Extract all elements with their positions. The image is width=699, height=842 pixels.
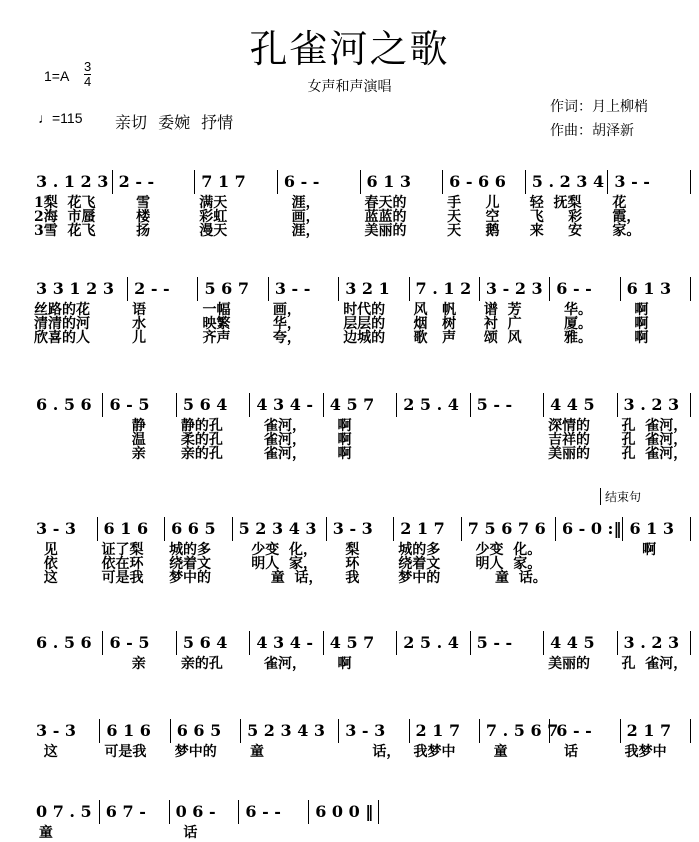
measure-notes: 6 7 -	[105, 802, 146, 821]
measure-notes: 3 3 1 2 3	[36, 279, 114, 298]
measure-lyrics: 手 儿 天 空 天 鹅	[447, 195, 500, 239]
measure-lyrics: 丝路的花 清清的河 欣喜的人	[34, 302, 90, 346]
measure-lyrics: 满天 彩虹 漫天	[199, 195, 228, 239]
staff-row	[30, 170, 691, 239]
measure-notes: 3 - 3	[36, 519, 77, 538]
ending-label: 结束句	[600, 488, 641, 505]
measure-lyrics: 话	[554, 744, 579, 760]
measure-lyrics: 梨 环 我	[345, 542, 360, 586]
measure	[339, 277, 409, 346]
measure-notes: 2 5 . 4	[403, 633, 459, 652]
measure-notes: 6 6 5	[171, 519, 216, 538]
measure-notes: 5 - -	[476, 395, 513, 414]
measure	[480, 719, 559, 760]
measure	[556, 517, 624, 541]
measure-lyrics: 美丽的	[548, 656, 591, 672]
measure-lyrics: 啊 啊 啊	[634, 302, 649, 346]
measure-notes: 3 - 3	[345, 721, 386, 740]
measure-lyrics: 童	[245, 744, 264, 760]
measure	[526, 170, 609, 239]
measure	[198, 277, 268, 346]
measure-notes: 2 1 7	[626, 721, 672, 740]
measure	[177, 631, 250, 672]
staff-row	[30, 719, 691, 760]
measure-lyrics: 雀河，	[254, 656, 307, 672]
tempo-mark: ♩=115	[38, 110, 83, 126]
measure-notes: 4 4 5	[550, 633, 595, 652]
measure	[128, 277, 198, 346]
measure-lyrics: 春天的 蓝蓝的 美丽的	[364, 195, 407, 239]
measure	[30, 719, 100, 760]
measure	[397, 631, 470, 655]
measure-lyrics: 城的多 绕着文 梦中的	[398, 542, 441, 586]
measure-notes: 5 6 7	[204, 279, 250, 298]
measure-lyrics: 孔 雀河，	[621, 656, 688, 672]
measure-lyrics: 话	[173, 825, 198, 841]
measure-lyrics: 可是我	[104, 744, 147, 760]
measure-lyrics: 证了梨 依在环 可是我	[101, 542, 144, 586]
measure-lyrics: 城的多 绕着文 梦中的	[169, 542, 212, 586]
measure	[480, 277, 550, 346]
measure-lyrics: 涯， 画， 涯，	[291, 195, 320, 239]
measure-notes: 6 - 0 :‖	[561, 519, 622, 538]
measure-lyrics: 花 霞， 家。	[612, 195, 641, 239]
measure-notes: 6 . 5 6	[36, 395, 92, 414]
measure-lyrics: 轻 抚梨 飞 彩 来 安	[529, 195, 583, 239]
measure-notes: 4 5 7	[329, 633, 375, 652]
measure	[623, 517, 691, 558]
key-signature: 1=A	[44, 68, 70, 84]
measure-notes: 6 - -	[245, 802, 281, 821]
measure	[241, 719, 339, 760]
measure-notes: 7 . 1 2	[415, 279, 472, 298]
measure-notes: 7 . 5 6 7	[485, 721, 559, 740]
measure-lyrics: 静 温 亲	[131, 418, 146, 462]
measure-notes: 0 7 . 5	[36, 802, 92, 821]
measure-lyrics: 啊	[327, 656, 352, 672]
measure-lyrics: 静的孔 柔的孔 亲的孔	[180, 418, 223, 462]
measure-notes: 6 1 3	[629, 519, 675, 538]
measure	[410, 719, 480, 760]
measure-lyrics: 时代的 层层的 边城的	[343, 302, 386, 346]
measure	[324, 393, 397, 462]
measure	[397, 393, 470, 417]
measure	[113, 170, 196, 239]
measure-notes: 5 2 3 4 3	[238, 519, 317, 538]
measure	[544, 393, 617, 462]
time-bottom: 4	[84, 74, 92, 89]
measure-notes: 3 - -	[274, 279, 311, 298]
measure	[309, 800, 379, 824]
lyricist: 作词：月上柳梢	[550, 99, 648, 115]
measure-lyrics: 童	[483, 744, 508, 760]
measure-lyrics: 孔 雀河， 孔 雀河， 孔 雀河，	[621, 418, 688, 462]
measure	[339, 719, 409, 760]
measure-notes: 6 0 0 ‖	[315, 802, 374, 821]
measure-notes: 2 5 . 4	[403, 395, 459, 414]
measure-notes: 3 - 3	[36, 721, 77, 740]
measure	[327, 517, 395, 586]
measure-notes: 4 5 7	[329, 395, 375, 414]
measure	[30, 277, 128, 346]
measure-notes: 6 - 5	[109, 395, 150, 414]
measure-lyrics: 啊	[642, 542, 657, 558]
measure	[170, 800, 240, 841]
measure	[103, 631, 176, 672]
expression-mark: 亲切 委婉 抒情	[115, 113, 234, 132]
measure	[103, 393, 176, 462]
measure-notes: 6 1 6	[106, 721, 151, 740]
measure	[324, 631, 397, 672]
measure-notes: 7 1 7	[201, 172, 246, 191]
measure	[618, 393, 691, 462]
measure	[410, 277, 480, 346]
measure-notes: 3 . 2 3	[623, 633, 680, 652]
measure	[30, 393, 103, 417]
measure-notes: 5 . 2 3 4	[531, 172, 605, 191]
measure-notes: 6 - 5	[109, 633, 150, 652]
measure-notes: 4 3 4 -	[256, 633, 314, 652]
measure	[269, 277, 339, 346]
staff-row	[30, 517, 691, 586]
measure-lyrics: 语 水 儿	[132, 302, 147, 346]
measure-lyrics: 梦中的	[174, 744, 217, 760]
measure	[443, 170, 526, 239]
measure-notes: 2 1 7	[400, 519, 445, 538]
measure-lyrics: 1梨 花飞 2海 市蜃 3雪 花飞	[34, 195, 96, 239]
measure	[250, 631, 323, 672]
measure	[394, 517, 462, 586]
measure	[100, 800, 170, 824]
measure	[550, 719, 620, 760]
measure	[621, 719, 691, 760]
measure-notes: 3 2 1	[345, 279, 390, 298]
measure-notes: 4 3 4 -	[256, 395, 314, 414]
measure-notes: 7 5 6 7 6	[467, 519, 546, 538]
measure	[239, 800, 309, 824]
measure	[544, 631, 617, 672]
measure	[233, 517, 327, 586]
measure	[621, 277, 691, 346]
measure-notes: 6 - -	[283, 172, 320, 191]
measure-notes: 3 . 1 2 3	[36, 172, 109, 191]
measure-lyrics: 谱 芳 衬 广 颂 风	[483, 302, 522, 346]
measure-lyrics: 话，	[343, 744, 401, 760]
measure-lyrics: 我梦中	[624, 744, 667, 760]
measure-lyrics: 华。 厦。 雅。	[564, 302, 593, 346]
measure-notes: 6 1 3	[366, 172, 412, 191]
measure	[98, 517, 166, 586]
measure-notes: 6 - -	[556, 279, 592, 298]
measure	[171, 719, 241, 760]
measure	[361, 170, 444, 239]
measure-lyrics: 风 帆 烟 树 歌 声	[413, 302, 457, 346]
composer: 作曲：胡泽新	[550, 123, 634, 139]
measure	[30, 170, 113, 239]
measure-notes: 2 - -	[134, 279, 170, 298]
measure	[462, 517, 556, 586]
measure-lyrics: 见 依 这	[43, 542, 58, 586]
measure	[30, 631, 103, 655]
song-title: 孔雀河之歌	[249, 27, 450, 71]
measure	[608, 170, 691, 239]
measure	[100, 719, 170, 760]
measure	[278, 170, 361, 239]
measure	[30, 517, 98, 586]
measure-notes: 6 1 3	[626, 279, 672, 298]
measure-notes: 3 - 3	[332, 519, 373, 538]
time-top: 3	[84, 59, 92, 74]
measure-notes: 2 - -	[118, 172, 155, 191]
measure-notes: 6 - -	[556, 721, 592, 740]
measure-lyrics: 深情的 吉祥的 美丽的	[548, 418, 591, 462]
measure-notes: 6 1 6	[103, 519, 149, 538]
measure-lyrics: 少变 化。 明人 家。 童 话。	[475, 542, 547, 586]
measure	[471, 631, 544, 655]
measure-notes: 0 6 -	[175, 802, 216, 821]
staff-row	[30, 631, 691, 672]
measure	[30, 800, 100, 841]
measure	[550, 277, 620, 346]
measure-notes: 5 - -	[476, 633, 513, 652]
measure	[471, 393, 544, 417]
measure	[177, 393, 250, 462]
measure-notes: 6 . 5 6	[36, 633, 92, 652]
measure-notes: 6 - 6 6	[449, 172, 506, 191]
measure-notes: 5 6 4	[182, 633, 228, 652]
staff-row	[30, 277, 691, 346]
measure-lyrics: 童	[34, 825, 53, 841]
measure-notes: 5 6 4	[182, 395, 228, 414]
measure-notes: 4 4 5	[550, 395, 595, 414]
measure	[195, 170, 278, 239]
measure	[618, 631, 691, 672]
subtitle: 女声和声演唱	[307, 79, 392, 95]
staff-row	[30, 393, 691, 462]
measure-lyrics: 一幅 映繁 齐声	[202, 302, 231, 346]
measure-lyrics: 少变 化， 明人 家， 童 话，	[251, 542, 323, 586]
measure-lyrics: 啊 啊 啊	[337, 418, 352, 462]
measure-lyrics: 亲的孔	[180, 656, 223, 672]
measure-lyrics: 雪 楼 扬	[136, 195, 151, 239]
measure-lyrics: 我梦中	[413, 744, 456, 760]
measure-notes: 2 1 7	[415, 721, 461, 740]
measure-notes: 3 - -	[614, 172, 650, 191]
measure-lyrics: 雀河， 雀河， 雀河，	[264, 418, 307, 462]
staff-row	[30, 800, 379, 841]
measure-notes: 5 2 3 4 3	[247, 721, 326, 740]
measure-notes: 6 6 5	[176, 721, 222, 740]
measure-lyrics: 亲	[107, 656, 146, 672]
measure-lyrics: 画， 华， 夸，	[272, 302, 301, 346]
measure-lyrics: 这	[34, 744, 58, 760]
measure-notes: 3 . 2 3	[623, 395, 680, 414]
measure-notes: 3 - 2 3	[485, 279, 543, 298]
measure	[250, 393, 323, 462]
measure	[165, 517, 233, 586]
